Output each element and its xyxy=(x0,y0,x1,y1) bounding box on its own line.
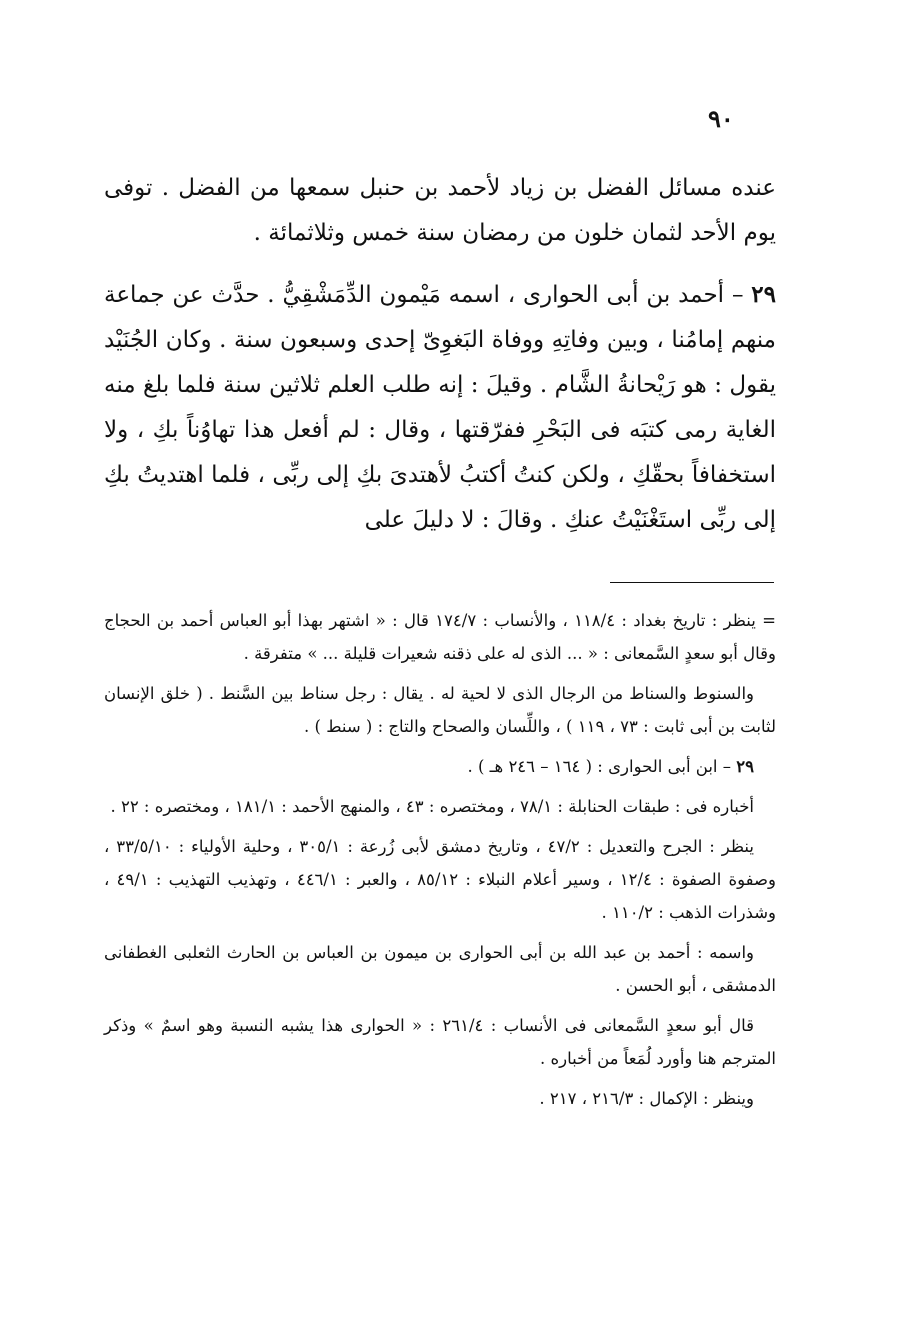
entry-number: ٢٩ xyxy=(751,281,777,308)
footnote-entry-number: ٢٩ xyxy=(736,757,754,776)
footnote-paragraph: قال أبو سعدٍ السَّمعانى فى الأنساب : ٢٦١/٤ : « الحوارى هذا يشبه النسبة وهو اسمٌ » وذكر المترجم هنا وأورد لُمَعاً من أخباره . xyxy=(104,1016,776,1068)
footnote-paragraph: والسنوط والسناط من الرجال الذى لا لحية له . يقال : رجل سناط بين السَّنط . ( خلق الإنسان لثابت بن أبى ثابت : ٧٣ ، ١١٩ ) ، واللِّسان والصحاح والتاج : ( سنط ) . xyxy=(104,684,776,736)
footnote-entry-header xyxy=(104,750,776,783)
footnote-paragraph: واسمه : أحمد بن عبد الله بن أبى الحوارى بن ميمون بن العباس بن الحارث الثعلبى الغطفانى الدمشقى ، أبو الحسن . xyxy=(104,943,776,995)
main-paragraph: عنده مسائل الفضل بن زياد لأحمد بن حنبل سمعها من الفضل . توفى يوم الأحد لثمان خلون من رمضان سنة خمس وثلاثمائة . xyxy=(104,175,776,246)
footnote-entry-text: – ابن أبى الحوارى : ( ١٦٤ – ٢٤٦ هـ ) . xyxy=(467,757,732,776)
footnote-continued: = ينظر : تاريخ بغداد : ١١٨/٤ ، والأنساب : ١٧٤/٧ قال : « اشتهر بهذا أبو العباس أحمد بن الحجاج وقال أبو سعدٍ السَّمعانى : « ... الذى له على ذقنه شعيرات قليلة ... » متفرقة . xyxy=(104,611,776,663)
main-text xyxy=(104,166,776,543)
footnote-divider xyxy=(610,582,774,583)
footnote-paragraph: وينظر : الإكمال : ٢١٦/٣ ، ٢١٧ . xyxy=(539,1089,754,1108)
entry-dash: – xyxy=(731,282,744,308)
biography-entry xyxy=(104,272,776,543)
entry-text: أحمد بن أبى الحوارى ، اسمه مَيْمون الدِّمَشْقِيُّ . حدَّث عن جماعة منهم إمامُنا ، وبين وفاتِهِ ووفاة البَغوِىّ إحدى وسبعون سنة . وكان الجُنَيْد يقول : هو رَيْحانةُ الشَّام . وقيلَ : إنه طلب العلم ثلاثين سنة فلما بلغ منه الغاية رمى كتبَه فى البَحْرِ ففرّقتها ، وقال : لم أفعل هذا تهاوُناً بكِ ، ولا استخفافاً بحقّكِ ، ولكن كنتُ أكتبُ لأهتدىَ بكِ إلى ربِّى ، فلما اهتديتُ بكِ إلى ربِّى استَغْنَيْتُ عنكِ . وقالَ : لا دليلَ على xyxy=(104,282,776,533)
footnotes xyxy=(104,604,776,1122)
footnote-paragraph: أخباره فى : طبقات الحنابلة : ٧٨/١ ، ومختصره : ٤٣ ، والمنهج الأحمد : ١٨١/١ ، ومختصره : ٢٢ . xyxy=(110,797,754,816)
page-number: ٩٠ xyxy=(708,104,734,133)
footnote-paragraph: ينظر : الجرح والتعديل : ٤٧/٢ ، وتاريخ دمشق لأبى زُرعة : ٣٠٥/١ ، وحلية الأولياء : ٣٣/٥/١٠ ، وصفوة الصفوة : ١٢/٤ ، وسير أعلام النبلاء : ٨٥/١٢ ، والعبر : ٤٤٦/١ ، وتهذيب التهذيب : ٤٩/١ ، وشذرات الذهب : ١١٠/٢ . xyxy=(104,837,776,922)
